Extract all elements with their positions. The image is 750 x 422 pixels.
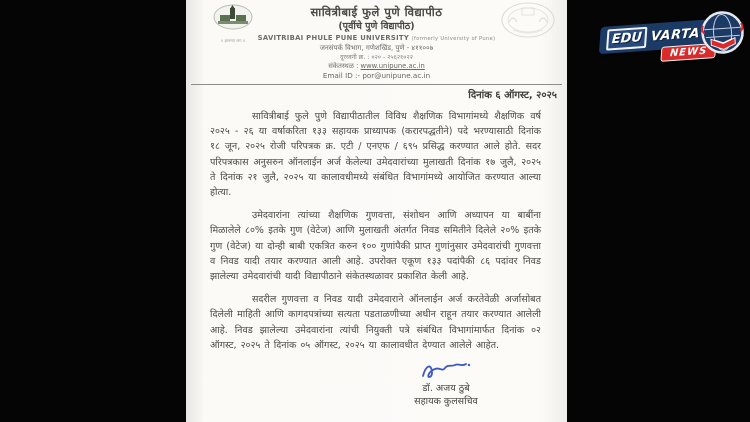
- signatory-designation: सहायक कुलसचिव: [414, 396, 478, 408]
- university-crest-icon: [499, 0, 557, 48]
- letterhead-text: [227, 5, 527, 81]
- university-title-marathi: सावित्रीबाई फुले पुणे विद्यापीठ: [310, 5, 443, 19]
- eduvarta-news-logo: [598, 8, 747, 74]
- brand-varta-text: VARTA: [650, 26, 701, 45]
- globe-book-icon: [699, 9, 746, 60]
- website-url: www.unipune.ac.in: [360, 62, 425, 70]
- university-emblem-icon: [210, 4, 256, 43]
- university-title-english: SAVITRIBAI PHULE PUNE UNIVERSITY: [257, 34, 410, 42]
- letter-page: [186, 0, 567, 422]
- letter-body: [210, 109, 541, 353]
- department-address: जनसंपर्क विभाग, गणेशखिंड, पुणे - ४११००७: [319, 44, 434, 52]
- website-label: संकेतस्थळ :: [328, 62, 359, 70]
- email-value: por@unipune.ac.in: [362, 71, 431, 80]
- letterhead: [186, 0, 567, 81]
- email-label: Email ID :-: [322, 71, 361, 80]
- phone-line: दूरध्वनी क्र. : ०२० - २५६२१०२२: [340, 54, 413, 61]
- paragraph-2: उमेदवारांना त्यांच्या शैक्षणिक गुणवत्ता, संशोधन आणि अध्यापन या बाबींना मिळालेले ८०% इतके गुण (वेटेज) आणि मुलाखती अंतर्गत निवड समितीने दिलेले २०% इतके गुण (वेटेज) या दोन्ही बाबी एकत्रित करुन १०० गुणांपैकी प्राप्त गुणांनुसार उमेदवारांची गुणवत्ता व निवड यादी तयार करण्यात आली आहे. उपरोक्त एकूण १३३ पदांपैकी ८६ पदांवर निवड झालेल्या उमेदवारांची यादी विद्यापीठाने संकेतस्थळावर प्रकाशित केली आहे.: [210, 210, 541, 283]
- handwritten-signature-icon: [420, 361, 472, 381]
- paragraph-1: सावित्रीबाई फुले पुणे विद्यापीठातील विविध शैक्षणिक विभागांमध्ये शैक्षणिक वर्ष २०२५ - २६ या वर्षाकरिता १३३ सहायक प्राध्यापक (करारपद्धतीने) पदे भरण्यासाठी दिनांक १८ जून, २०२५ रोजी परिपत्रक क्र. एटी / एनएफ / ६९५ प्रसिद्ध करण्यात आले होते. सदर परिपत्रकास अनुसरुन ऑनलाईन अर्ज केलेल्या उमेदवारांच्या मुलाखती दिनांक १७ जुलै, २०२५ ते दिनांक २१ जुलै, २०२५ या कालावधीमध्ये संबंधित विभागांमध्ये आयोजित करण्यात आल्या होत्या.: [210, 111, 541, 199]
- university-former-marathi: (पूर्वीचे पुणे विद्यापीठ): [338, 21, 415, 32]
- emblem-motto-text: ॥ ज्ञानमय जग ॥: [220, 38, 246, 43]
- letter-date: दिनांक ६ ऑगस्ट, २०२५: [468, 90, 557, 101]
- letterhead-divider: [191, 84, 562, 85]
- university-former-english: (formerly University of Pune): [411, 36, 496, 42]
- signature-block: [386, 361, 506, 409]
- signatory-name: डॉ. अजय ठुबे: [422, 383, 470, 395]
- brand-edu-text: EDU: [606, 27, 648, 51]
- brand-news-text: NEWS: [660, 43, 716, 62]
- paragraph-3: सदरील गुणवत्ता व निवड यादी उमेदवाराने ऑनलाईन अर्ज करतेवेळी अर्जासोबत दिलेली माहिती आणि कागदपत्रांच्या सत्यता पडताळणीच्या अधीन राहून तयार करण्यात आलेली आहे. निवड झालेल्या उमेदवारांना त्यांची नियुक्ती पत्रे संबंधित विभागांमार्फत दिनांक ०२ ऑगस्ट, २०२५ ते दिनांक ०५ ऑगस्ट, २०२५ या कालावधीत देण्यात आलेले आहेत.: [210, 294, 541, 351]
